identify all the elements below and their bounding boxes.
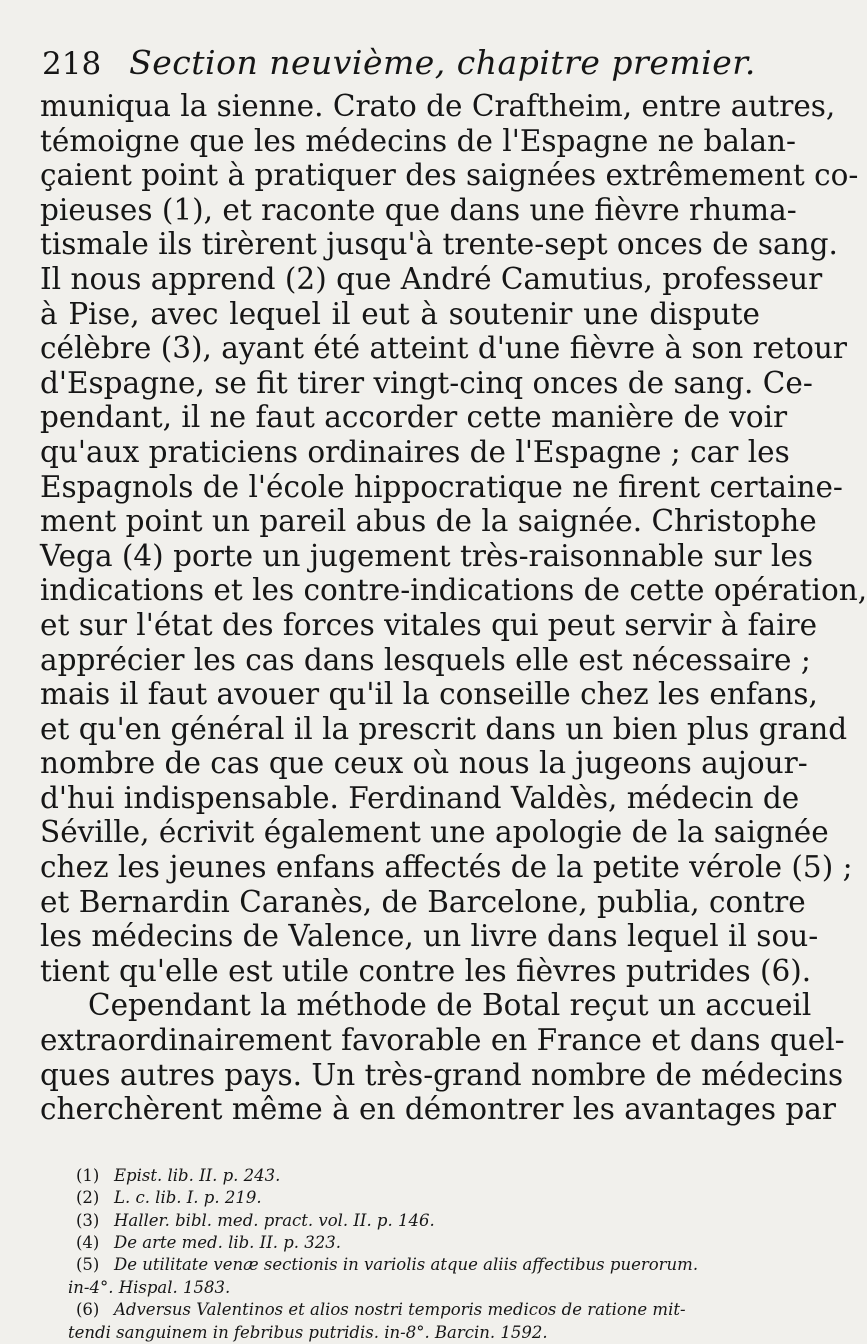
footnote-mark: (2) bbox=[76, 1188, 100, 1208]
text-line: Séville, écrivit également une apologie de la saignée bbox=[40, 815, 829, 850]
footnote-text: L. c. lib. I. p. 219. bbox=[114, 1188, 262, 1208]
text-line: Il nous apprend (2) que André Camutius, professeur bbox=[40, 261, 823, 296]
text-line: çaient point à pratiquer des saignées extrêmement co- bbox=[40, 158, 859, 193]
page-number: 218 bbox=[42, 46, 102, 82]
footnote-continuation bbox=[68, 1322, 760, 1344]
footnote-text: Epist. lib. II. p. 243. bbox=[114, 1165, 281, 1185]
body-text bbox=[40, 89, 867, 1127]
footnote-text: De arte med. lib. II. p. 323. bbox=[114, 1232, 341, 1252]
footnote-mark: (4) bbox=[76, 1232, 100, 1252]
text-line: Cependant la méthode de Botal reçut un accueil bbox=[88, 988, 812, 1023]
text-line: d'Espagne, se fit tirer vingt-cinq onces de sang. Ce- bbox=[40, 365, 813, 400]
text-line: célèbre (3), ayant été atteint d'une fièvre à son retour bbox=[40, 331, 847, 366]
text-line: mais il faut avouer qu'il la conseille chez les enfans, bbox=[40, 677, 818, 712]
footnote-text: Adversus Valentinos et alios nostri temporis medicos de ratione mit- bbox=[114, 1300, 686, 1320]
text-line: Vega (4) porte un jugement très-raisonnable sur les bbox=[40, 538, 813, 573]
text-line: indications et les contre-indications de cette opération, bbox=[40, 573, 867, 608]
text-line: cherchèrent même à en démontrer les avantages par bbox=[40, 1092, 836, 1127]
footnotes bbox=[40, 1165, 760, 1344]
text-line: et qu'en général il la prescrit dans un bien plus grand bbox=[40, 711, 848, 746]
text-line: et Bernardin Caranès, de Barcelone, publia, contre bbox=[40, 884, 806, 919]
text-line: tismale ils tirèrent jusqu'à trente-sept onces de sang. bbox=[40, 227, 838, 262]
footnote-text: Haller. bibl. med. pract. vol. II. p. 146. bbox=[114, 1210, 435, 1230]
footnote bbox=[76, 1232, 760, 1254]
text-line: muniqua la sienne. Crato de Craftheim, entre autres, bbox=[40, 89, 836, 123]
text-line: qu'aux praticiens ordinaires de l'Espagne ; car les bbox=[40, 434, 790, 469]
footnote-mark: (1) bbox=[76, 1165, 100, 1185]
text-line: pendant, il ne faut accorder cette manière de voir bbox=[40, 400, 788, 435]
text-line: d'hui indispensable. Ferdinand Valdès, médecin de bbox=[40, 780, 800, 815]
footnote bbox=[76, 1254, 760, 1276]
running-head bbox=[42, 40, 760, 87]
text-line: ment point un pareil abus de la saignée. Christophe bbox=[40, 504, 817, 539]
text-line: Espagnols de l'école hippocratique ne firent certaine- bbox=[40, 469, 843, 504]
footnote bbox=[76, 1187, 760, 1209]
chapter-title: Section neuvième, chapitre premier. bbox=[129, 43, 756, 82]
text-line: extraordinairement favorable en France et dans quel- bbox=[40, 1023, 845, 1058]
footnote-continuation bbox=[68, 1277, 760, 1299]
footnote-mark: (6) bbox=[76, 1300, 100, 1320]
text-line: pieuses (1), et raconte que dans une fièvre rhuma- bbox=[40, 192, 797, 227]
text-line: et sur l'état des forces vitales qui peut servir à faire bbox=[40, 607, 818, 642]
footnote-mark: (3) bbox=[76, 1210, 100, 1230]
footnote bbox=[76, 1210, 760, 1232]
text-line: apprécier les cas dans lesquels elle est nécessaire ; bbox=[40, 642, 811, 677]
text-line: chez les jeunes enfans affectés de la petite vérole (5) ; bbox=[40, 850, 853, 885]
text-line: les médecins de Valence, un livre dans lequel il sou- bbox=[40, 919, 819, 954]
text-line: témoigne que les médecins de l'Espagne ne balan- bbox=[40, 123, 796, 158]
footnote bbox=[76, 1165, 760, 1187]
text-line: tient qu'elle est utile contre les fièvres putrides (6). bbox=[40, 953, 812, 988]
footnote-text: tendi sanguinem in febribus putridis. in-8°. Barcin. 1592. bbox=[68, 1322, 548, 1342]
text-line: ques autres pays. Un très-grand nombre de médecins bbox=[40, 1057, 844, 1092]
footnote bbox=[76, 1299, 760, 1321]
footnote-text: in-4°. Hispal. 1583. bbox=[68, 1277, 231, 1297]
text-line: à Pise, avec lequel il eut à soutenir une dispute bbox=[40, 296, 760, 331]
footnote-mark: (5) bbox=[76, 1255, 100, 1275]
footnote-text: De utilitate venæ sectionis in variolis atque aliis affectibus puerorum. bbox=[114, 1255, 699, 1275]
text-line: nombre de cas que ceux où nous la jugeons aujour- bbox=[40, 746, 808, 781]
